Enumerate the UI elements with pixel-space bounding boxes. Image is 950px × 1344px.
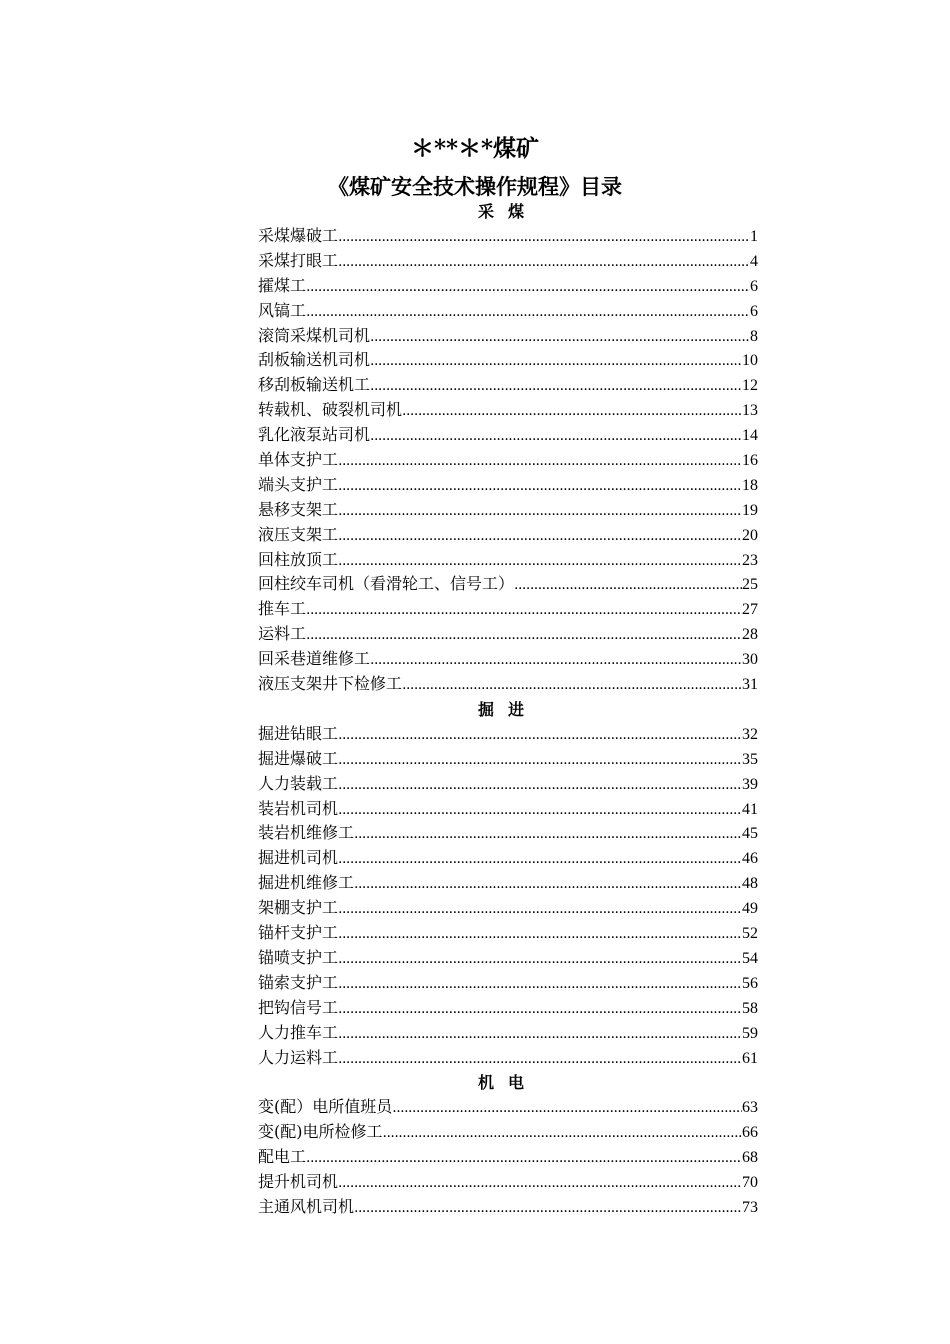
toc-entry-page-number: 45 [742, 825, 758, 843]
toc-entry-page-number: 52 [742, 925, 758, 943]
toc-entry-label: 配电工 [258, 1147, 307, 1167]
toc-entry-label: 人力运料工 [258, 1047, 339, 1067]
toc-entry-label: 液压支架井下检修工 [258, 674, 403, 694]
toc-entry[interactable] [258, 846, 758, 871]
section-heading: 采煤 [477, 202, 538, 221]
toc-entry[interactable] [258, 572, 758, 597]
toc-entry-page-number: 1 [750, 228, 758, 245]
dot-leader [338, 798, 742, 823]
toc-title: 《煤矿安全技术操作规程》目录 [328, 174, 622, 199]
dot-leader [338, 997, 742, 1022]
toc-entry-page-number: 54 [742, 949, 758, 967]
toc-entry[interactable] [258, 523, 758, 548]
toc-entry-page-number: 63 [742, 1099, 758, 1117]
dot-leader [370, 325, 750, 350]
toc-entry-label: 移刮板输送机工 [258, 375, 371, 395]
dot-leader [338, 847, 742, 872]
toc-entry-label: 采煤打眼工 [258, 250, 339, 270]
toc-entry-label: 把钩信号工 [258, 997, 339, 1017]
toc-entry-label: 液压支架工 [258, 524, 339, 544]
toc-entry-label: 采煤爆破工 [258, 226, 339, 245]
toc-entry[interactable] [258, 1195, 758, 1220]
toc-entry-page-number: 6 [750, 302, 758, 320]
toc-entry-label: 推车工 [258, 599, 307, 619]
toc-entry-page-number: 30 [742, 651, 758, 669]
toc-entry[interactable] [258, 274, 758, 299]
dot-leader [402, 399, 742, 424]
dot-leader [370, 424, 742, 449]
toc-entry-label: 悬移支架工 [258, 499, 339, 519]
toc-entry[interactable] [258, 1120, 758, 1145]
dot-leader [338, 922, 742, 947]
toc-entry-label: 架棚支护工 [258, 898, 339, 918]
dot-leader [354, 822, 742, 847]
toc-entry-label: 锚杆支护工 [258, 923, 339, 943]
section-heading: 掘进 [477, 699, 538, 719]
toc-entry[interactable] [258, 622, 758, 647]
dot-leader [306, 598, 742, 623]
dot-leader [338, 449, 742, 474]
toc-entry[interactable] [258, 722, 758, 747]
toc-entry-label: 人力推车工 [258, 1022, 339, 1042]
dot-leader [306, 300, 750, 325]
toc-entry-label: 风镐工 [258, 300, 307, 320]
toc-entry-label: 装岩机维修工 [258, 823, 355, 843]
toc-entry-page-number: 16 [742, 452, 758, 470]
dot-leader [338, 549, 742, 574]
dot-leader [383, 1121, 743, 1146]
toc-entry[interactable] [258, 597, 758, 622]
toc-entry-page-number: 18 [742, 476, 758, 494]
toc-entry[interactable] [258, 348, 758, 373]
toc-entry[interactable] [258, 398, 758, 423]
toc-entry-label: 乳化液泵站司机 [258, 425, 371, 445]
toc-entry-page-number: 32 [742, 725, 758, 743]
toc-entry-label: 回柱放顶工 [258, 549, 339, 569]
dot-leader [338, 748, 742, 773]
toc-entry-label: 装岩机司机 [258, 798, 339, 818]
toc-entry-page-number: 4 [750, 252, 758, 270]
toc-entry-label: 人力装载工 [258, 773, 339, 793]
toc-entry-page-number: 58 [742, 999, 758, 1017]
toc-entry-label: 掘进爆破工 [258, 748, 339, 768]
toc-entry[interactable] [258, 299, 758, 324]
toc-entry[interactable] [258, 1046, 758, 1071]
dot-leader [392, 1096, 742, 1121]
dot-leader [338, 897, 742, 922]
toc-entry[interactable] [258, 946, 758, 971]
dot-leader [338, 499, 742, 524]
toc-entry[interactable] [258, 921, 758, 946]
toc-entry-page-number: 41 [742, 800, 758, 818]
dot-leader [354, 1196, 742, 1221]
toc-entry-page-number: 70 [742, 1174, 758, 1192]
toc-entry[interactable] [258, 1021, 758, 1046]
toc-entry-page-number: 73 [742, 1198, 758, 1216]
toc-entry-page-number: 25 [742, 576, 758, 594]
table-of-contents [258, 199, 758, 1220]
toc-entry-page-number: 27 [742, 601, 758, 619]
toc-entry-label: 掘进钻眼工 [258, 723, 339, 743]
dot-leader [370, 374, 742, 399]
dot-leader [338, 972, 742, 997]
dot-leader [338, 947, 742, 972]
dot-leader [514, 573, 742, 598]
toc-entry-label: 转载机、破裂机司机 [258, 400, 403, 420]
dot-leader [338, 225, 750, 250]
dot-leader [338, 524, 742, 549]
toc-entry[interactable] [258, 797, 758, 822]
toc-entry-page-number: 12 [742, 377, 758, 395]
toc-entry-page-number: 49 [742, 900, 758, 918]
toc-entry[interactable] [258, 747, 758, 772]
toc-entry[interactable] [258, 772, 758, 797]
toc-entry-page-number: 14 [742, 427, 758, 445]
toc-entry[interactable] [258, 373, 758, 398]
toc-entry[interactable] [258, 1145, 758, 1170]
toc-entry-label: 掘进机司机 [258, 848, 339, 868]
dot-leader [338, 773, 742, 798]
toc-entry-page-number: 39 [742, 775, 758, 793]
toc-entry-label: 变(配)电所检修工 [258, 1122, 383, 1142]
toc-entry-page-number: 13 [742, 402, 758, 420]
toc-entry[interactable] [258, 249, 758, 274]
toc-entry-page-number: 46 [742, 850, 758, 868]
toc-entry[interactable] [258, 1170, 758, 1195]
toc-entry-label: 单体支护工 [258, 450, 339, 470]
toc-entry[interactable] [258, 498, 758, 523]
toc-entry-page-number: 68 [742, 1149, 758, 1167]
toc-entry[interactable] [258, 971, 758, 996]
toc-entry-label: 变(配）电所值班员 [258, 1097, 393, 1117]
toc-entry-page-number: 10 [742, 352, 758, 370]
toc-entry[interactable] [258, 423, 758, 448]
toc-entry-label: 主通风机司机 [258, 1196, 355, 1216]
toc-entry[interactable] [258, 548, 758, 573]
toc-entry[interactable] [258, 821, 758, 846]
toc-entry[interactable] [258, 324, 758, 349]
toc-entry-label: 回柱绞车司机（看滑轮工、信号工） [258, 574, 515, 594]
toc-entry-page-number: 6 [750, 277, 758, 295]
toc-entry[interactable] [258, 647, 758, 672]
toc-entry-label: 掘进机维修工 [258, 873, 355, 893]
toc-entry-label: 滚筒采煤机司机 [258, 325, 371, 345]
toc-entry-page-number: 61 [742, 1049, 758, 1067]
toc-entry[interactable] [258, 672, 758, 697]
toc-entry-label: 运料工 [258, 624, 307, 644]
toc-entry[interactable] [258, 448, 758, 473]
dot-leader [338, 250, 750, 275]
toc-entry[interactable] [258, 224, 758, 249]
toc-entry-page-number: 31 [742, 676, 758, 694]
toc-entry-label: 锚索支护工 [258, 972, 339, 992]
toc-entry-label: 刮板输送机司机 [258, 350, 371, 370]
dot-leader [338, 474, 742, 499]
dot-leader [338, 1047, 742, 1072]
toc-entry-label: 锚喷支护工 [258, 947, 339, 967]
toc-entry-page-number: 8 [750, 327, 758, 345]
toc-entry-page-number: 23 [742, 551, 758, 569]
toc-entry-label: 攉煤工 [258, 275, 307, 295]
toc-entry-label: 端头支护工 [258, 474, 339, 494]
section-heading: 机电 [477, 1073, 538, 1093]
toc-entry-page-number: 19 [742, 501, 758, 519]
toc-entry-page-number: 20 [742, 526, 758, 544]
toc-entry-label: 提升机司机 [258, 1172, 339, 1192]
dot-leader [370, 648, 742, 673]
toc-entry-page-number: 28 [742, 626, 758, 644]
toc-entry[interactable] [258, 871, 758, 896]
toc-entry-page-number: 66 [742, 1124, 758, 1142]
toc-entry[interactable] [258, 896, 758, 921]
dot-leader [306, 623, 742, 648]
toc-entry-page-number: 48 [742, 875, 758, 893]
toc-entry-label: 回采巷道维修工 [258, 649, 371, 669]
toc-entry[interactable] [258, 473, 758, 498]
dot-leader [402, 673, 742, 698]
mine-name-title: ＊**＊*煤矿 [410, 135, 540, 162]
dot-leader [338, 723, 742, 748]
dot-leader [370, 349, 742, 374]
toc-entry-page-number: 59 [742, 1024, 758, 1042]
toc-entry[interactable] [258, 996, 758, 1021]
dot-leader [338, 1171, 742, 1196]
dot-leader [306, 1146, 742, 1171]
dot-leader [338, 1022, 742, 1047]
toc-entry[interactable] [258, 1095, 758, 1120]
dot-leader [306, 275, 750, 300]
toc-entry-page-number: 35 [742, 750, 758, 768]
toc-entry-page-number: 56 [742, 974, 758, 992]
dot-leader [354, 872, 742, 897]
